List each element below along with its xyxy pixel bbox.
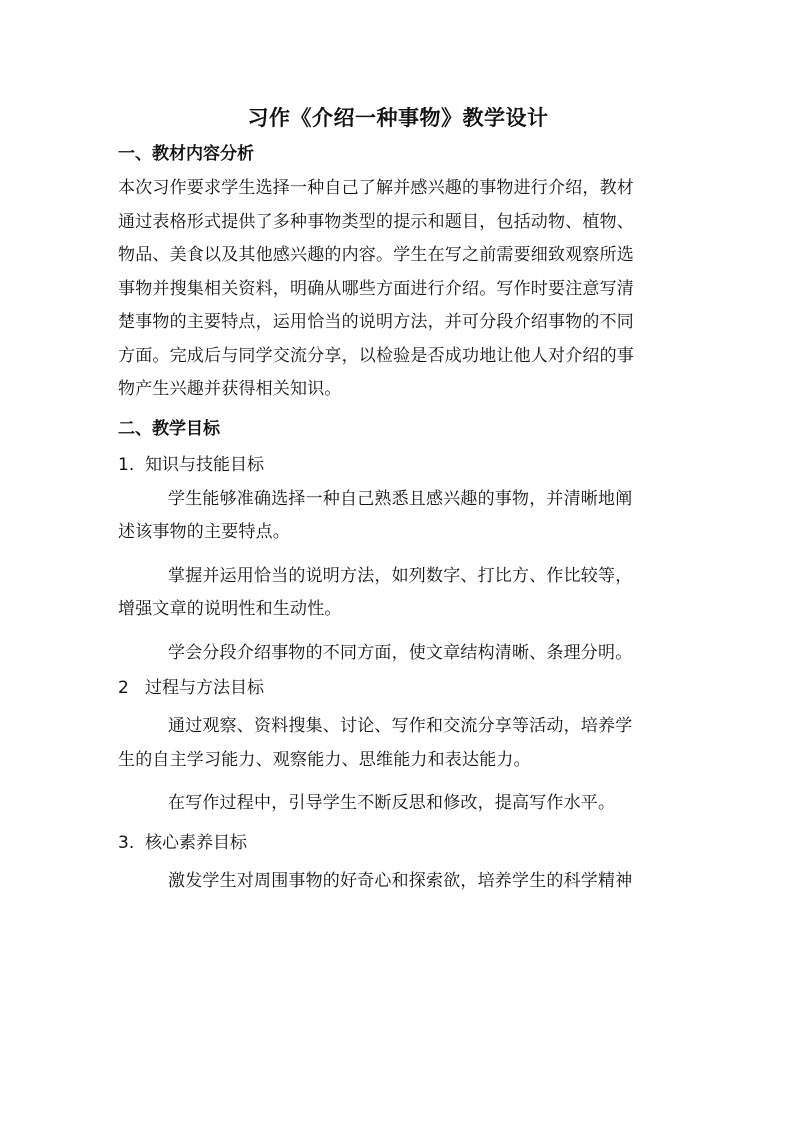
textbook-analysis-paragraph <box>118 172 678 407</box>
knowledge-goal-paragraph-1 <box>118 483 678 550</box>
document-body <box>118 100 678 898</box>
knowledge-goal-paragraph-2 <box>118 560 678 627</box>
process-goal-paragraph-2 <box>118 787 678 821</box>
paragraph-line: 方面。完成后与同学交流分享，以检验是否成功地让他人对介绍的事 <box>118 345 634 366</box>
paragraph-line: 通过表格形式提供了多种事物类型的提示和题目，包括动物、植物、 <box>118 211 634 232</box>
section-heading-textbook-analysis: 一、教材内容分析 <box>118 144 254 164</box>
paragraph-line: 学会分段介绍事物的不同方面，使文章结构清晰、条理分明。 <box>168 642 633 663</box>
goal-label-core-literacy: 3. 核心素养目标 <box>118 832 248 853</box>
paragraph-line: 掌握并运用恰当的说明方法，如列数字、打比方、作比较等， <box>168 565 633 586</box>
paragraph-line: 本次习作要求学生选择一种自己了解并感兴趣的事物进行介绍，教材 <box>118 178 634 198</box>
process-goal-paragraph-1 <box>118 710 678 777</box>
paragraph-line: 学生能够准确选择一种自己熟悉且感兴趣的事物，并清晰地阐 <box>168 488 633 509</box>
core-literacy-goal-paragraph <box>118 865 678 899</box>
paragraph-line: 述该事物的主要特点。 <box>118 522 290 542</box>
paragraph-line: 事物并搜集相关资料，明确从哪些方面进行介绍。写作时要注意写清 <box>118 278 634 299</box>
paragraph-line: 物产生兴趣并获得相关知识。 <box>118 379 342 399</box>
paragraph-line: 物品、美食以及其他感兴趣的内容。学生在写之前需要细致观察所选 <box>118 245 634 265</box>
paragraph-line: 楚事物的主要特点，运用恰当的说明方法，并可分段介绍事物的不同 <box>118 312 634 332</box>
document-title: 习作《介绍一种事物》教学设计 <box>247 105 549 130</box>
paragraph-line: 激发学生对周围事物的好奇心和探索欲，培养学生的科学精神 <box>168 870 633 891</box>
paragraph-line: 通过观察、资料搜集、讨论、写作和交流分享等活动，培养学 <box>168 716 633 736</box>
section-heading-teaching-goals: 二、教学目标 <box>118 418 220 439</box>
paragraph-line: 在写作过程中，引导学生不断反思和修改，提高写作水平。 <box>168 793 616 813</box>
goal-label-knowledge-skills: 1. 知识与技能目标 <box>118 454 265 475</box>
paragraph-line: 增强文章的说明性和生动性。 <box>118 599 342 619</box>
goal-label-process-methods: 2 过程与方法目标 <box>118 678 265 698</box>
paragraph-line: 生的自主学习能力、观察能力、思维能力和表达能力。 <box>118 749 531 770</box>
knowledge-goal-paragraph-3 <box>118 637 678 671</box>
